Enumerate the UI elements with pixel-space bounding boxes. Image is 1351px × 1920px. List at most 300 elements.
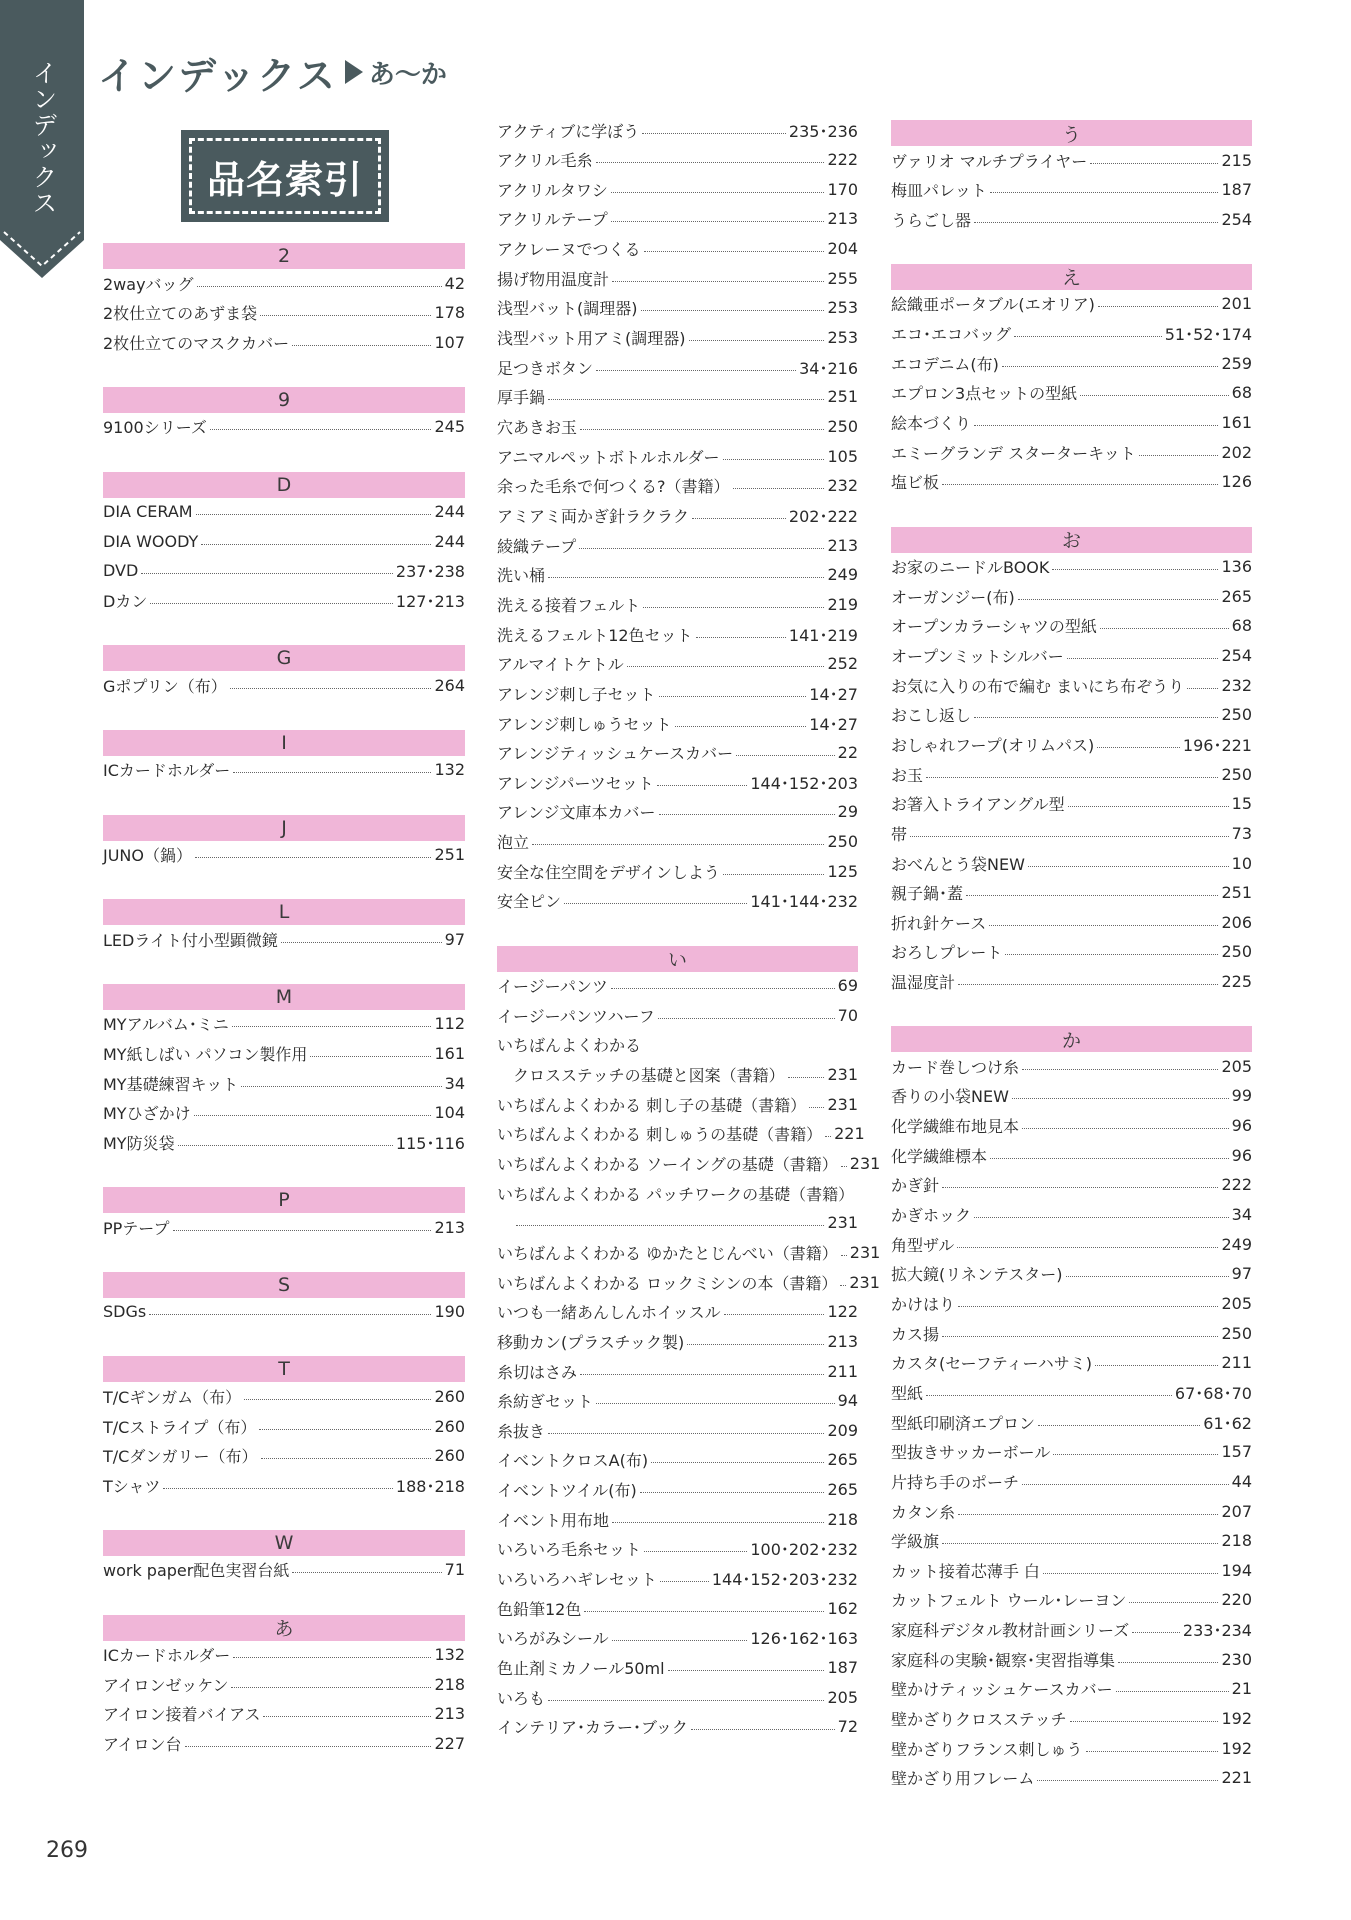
index-entry [103,840,465,870]
dot-leader [292,345,431,346]
entry-name: エコデニム(布) [891,354,999,374]
index-entry [891,1437,1252,1467]
dot-leader [1038,1425,1200,1426]
entry-name: アミアミ両かぎ針ラクラク [497,506,690,526]
entry-name: おしゃれフープ(オリムパス) [891,735,1095,755]
index-entry [891,967,1252,997]
entry-page: 213 [827,209,858,229]
entry-name: おこし返し [891,706,972,726]
dot-leader [195,857,431,858]
index-entry [497,1653,858,1683]
entry-page: 29 [837,802,858,822]
entry-name: アクリルテープ [497,210,608,230]
dot-leader [579,548,824,549]
entry-page: 100･202･232 [750,1540,858,1560]
entry-name: T/Cストライプ（布） [103,1417,257,1437]
dot-leader [1052,569,1218,570]
section-header: J [103,815,465,841]
entry-page: 220 [1221,1590,1252,1610]
index-entry [497,1712,858,1742]
section-header: か [891,1026,1252,1052]
entry-page: 94 [837,1391,858,1411]
index-entry [497,1297,858,1327]
entry-page: 219 [827,594,858,614]
entry-name: 余った毛糸で何つくる?（書籍） [497,477,730,497]
dot-leader [659,696,807,697]
dot-leader [173,1230,432,1231]
entry-name: イージーパンツハーフ [497,1006,655,1026]
dot-leader [689,340,825,341]
entry-name: MY基礎練習キット [103,1074,239,1094]
index-entry [497,856,858,886]
dot-leader [942,1543,1218,1544]
entry-page: 72 [837,1717,858,1737]
index-entry [497,1386,858,1416]
entry-page: 144･152･203 [750,773,858,793]
entry-page: 227 [434,1734,465,1754]
index-entry [497,263,858,293]
entry-page: 249 [1221,1234,1252,1254]
index-entry [891,1555,1252,1585]
entry-name: いちばんよくわかる ソーイングの基礎（書籍） [497,1154,838,1174]
section-header: G [103,645,465,671]
index-entry [497,1000,858,1030]
entry-name: PPテープ [103,1218,170,1238]
entry-page: 250 [1221,942,1252,962]
index-entry [497,323,858,353]
entry-page: 105 [827,446,858,466]
index-entry [497,619,858,649]
dot-leader [1080,395,1228,396]
index-entry [497,352,858,382]
entry-name: 型紙 [891,1383,924,1403]
dot-leader [532,844,824,845]
index-entry [891,670,1252,700]
entry-name: JUNO（鍋） [103,846,192,865]
entry-page: 250 [1221,705,1252,725]
index-entry [103,1297,465,1327]
entry-name: 糸切はさみ [497,1362,578,1382]
entry-page: 99 [1231,1086,1252,1106]
entry-name: いちばんよくわかる ロックミシンの本（書籍） [497,1273,838,1293]
entry-name: いちばんよくわかる 刺しゅうの基礎（書籍） [497,1125,823,1145]
entry-name: イベントクロスA(布) [497,1451,649,1471]
entry-page: 251 [1221,883,1252,903]
dot-leader [1118,1662,1218,1663]
entry-page: 222 [827,150,858,170]
entry-page: 69 [837,976,858,996]
dot-leader [957,1247,1218,1248]
section-header: い [497,946,858,972]
entry-page: 67･68･70 [1174,1383,1252,1403]
entry-name: Dカン [103,592,148,612]
index-entry [891,408,1252,438]
entry-page: 222 [1221,1175,1252,1195]
entry-name: かぎ針 [891,1176,940,1196]
dot-leader [1100,628,1229,629]
entry-name: 型抜きサッカーボール [891,1443,1051,1463]
entry-name: 9100シリーズ [103,418,207,438]
index-entry [497,1504,858,1534]
dot-leader [1043,1573,1219,1574]
index-entry [497,500,858,530]
index-entry [103,586,465,616]
entry-page: 190 [434,1302,465,1322]
entry-name: アニマルペットボトルホルダー [497,447,720,467]
entry-name: アルマイトケトル [497,655,624,675]
entry-name: 片持ち手のポーチ [891,1472,1020,1492]
dot-leader [942,1187,1218,1188]
entry-page: 213 [434,1217,465,1237]
index-entry [891,611,1252,641]
entry-page: 97 [444,929,465,949]
entry-page: 231 [849,1272,880,1292]
dot-leader [840,1285,846,1286]
entry-name: お家のニードルBOOK [891,558,1050,577]
index-entry [103,298,465,328]
entry-page: 61･62 [1203,1413,1252,1433]
index-entry [497,1415,858,1445]
index-entry [497,471,858,501]
entry-page: 231 [849,1153,881,1173]
index-entry [103,327,465,357]
entry-page: 188･218 [395,1476,465,1496]
dot-leader [1018,599,1219,600]
dot-leader [281,942,442,943]
dot-leader [596,1403,835,1404]
entry-name: 化学繊維標本 [891,1146,988,1166]
entry-page: 202 [1221,442,1252,462]
section-header: M [103,984,465,1010]
index-entry [497,649,858,679]
entry-name: 泡立 [497,833,530,853]
entry-page: 22 [837,743,858,763]
dot-leader [989,925,1218,926]
entry-page: 213 [827,1331,858,1351]
index-entry [891,1288,1252,1318]
dot-leader [966,895,1218,896]
entry-page: 265 [827,1450,858,1470]
dot-leader [1012,1098,1229,1099]
entry-page: 265 [1221,586,1252,606]
dot-leader [241,1086,441,1087]
entry-page: 249 [827,565,858,585]
section-header: W [103,1530,465,1556]
dot-leader [841,1255,847,1256]
index-entry [103,1441,465,1471]
dot-leader [178,1145,393,1146]
page-number: 269 [46,1838,88,1863]
index-entry [891,1466,1252,1496]
entry-name: アクレーヌでつくる [497,240,641,260]
index-entry [891,1081,1252,1111]
entry-name: 色鉛筆12色 [497,1599,582,1619]
index-entry [497,1593,858,1623]
dot-leader [1022,1069,1218,1070]
dot-leader [990,192,1219,193]
section-header: T [103,1356,465,1382]
index-entry [891,1170,1252,1200]
dot-leader [1139,455,1219,456]
entry-name: カットフェルト ウール･レーヨン [891,1591,1127,1611]
dot-leader [233,772,431,773]
dot-leader [612,1522,824,1523]
entry-name: ヴァリオ マルチプライヤー [891,151,1088,171]
entry-name: エミーグランデ スターターキット [891,443,1136,463]
entry-page: 15 [1231,794,1252,814]
index-entry [891,204,1252,234]
entry-name: いちばんよくわかる パッチワークの基礎（書籍） [497,1184,855,1204]
index-entry [497,1623,858,1653]
dot-leader [926,1395,1172,1396]
entry-page: 70 [837,1005,858,1025]
entry-page: 14･27 [809,684,858,704]
index-entry [103,497,465,527]
entry-name: MYひざかけ [103,1104,191,1124]
entry-name: DIA WOODY [103,531,199,551]
entry-name: イージーパンツ [497,977,608,997]
entry-page: 194 [1221,1560,1252,1580]
index-entry [497,738,858,768]
entry-name: 2枚仕立てのあずま袋 [103,304,258,324]
index-entry [891,1644,1252,1674]
dot-leader [584,1611,824,1612]
dot-leader [1022,1128,1229,1129]
dot-leader [232,1026,432,1027]
entry-name: カスタ(セーフティーハサミ) [891,1354,1092,1374]
index-entry [103,1127,465,1157]
index-entry [103,1470,465,1500]
entry-page: 14･27 [809,714,858,734]
index-entry [103,556,465,586]
entry-page: 218 [434,1674,465,1694]
index-entry [891,581,1252,611]
index-entry [891,907,1252,937]
index-entry [497,1326,858,1356]
dot-leader [1067,658,1219,659]
entry-page: 161 [1221,413,1252,433]
entry-name: 2枚仕立てのマスクカバー [103,333,290,353]
entry-page: 260 [434,1386,465,1406]
index-entry [891,1733,1252,1763]
dot-leader [1022,1484,1229,1485]
entry-page: 73 [1231,823,1252,843]
entry-page: 205 [827,1687,858,1707]
entry-page: 201 [1221,294,1252,314]
entry-name: 浅型バット(調理器) [497,299,638,319]
dot-leader [1097,747,1180,748]
section-header: 2 [103,243,465,269]
page-title [98,46,447,98]
entry-name: 拡大鏡(リネンテスター) [891,1265,1063,1285]
page-title-main: インデックス [98,53,337,98]
dot-leader [958,984,1218,985]
dot-leader [163,1488,392,1489]
entry-page: 211 [827,1361,858,1381]
dot-leader [724,1314,825,1315]
index-entry [891,437,1252,467]
entry-name: いろも [497,1688,546,1708]
dot-leader [958,1306,1218,1307]
index-entry [103,1009,465,1039]
index-entry [891,1674,1252,1704]
entry-page: 144･152･203･232 [711,1570,858,1590]
index-entry [497,1178,858,1208]
dot-leader [580,1374,824,1375]
entry-page: 213 [827,535,858,555]
entry-page: 34･216 [799,358,858,378]
entry-name: 洗い桶 [497,566,546,586]
dot-leader [942,484,1218,485]
entry-page: 250 [827,832,858,852]
entry-name: エプロン3点セットの型紙 [891,384,1078,404]
entry-page: 178 [434,303,465,323]
entry-page: 132 [434,760,465,780]
index-entry [891,319,1252,349]
entry-name: DIA CERAM [103,502,193,522]
dot-leader [691,1729,835,1730]
dot-leader [1002,366,1219,367]
index-badge-label: 品名索引 [189,138,381,214]
dot-leader [201,544,431,545]
entry-name: かぎホック [891,1206,972,1225]
index-entry [497,1475,858,1505]
entry-name: アイロン接着バイアス [103,1705,261,1725]
index-entry [103,1212,465,1242]
entry-name: 洗えるフェルト12色セット [497,625,693,645]
entry-page: 141･144･232 [750,892,858,912]
entry-page: 245 [434,417,465,437]
index-entry [891,818,1252,848]
entry-page: 231 [827,1094,858,1114]
index-entry [103,1098,465,1128]
index-entry [497,1267,880,1297]
entry-name: Gポプリン（布） [103,676,227,696]
dot-leader [596,162,825,163]
dot-leader [194,1115,432,1116]
entry-page: 122 [827,1302,858,1322]
entry-name: 型紙印刷済エプロン [891,1413,1036,1433]
dot-leader [259,1429,431,1430]
page-title-sub: あ〜か [368,59,447,90]
dot-leader [627,666,825,667]
dot-leader [261,1458,432,1459]
dot-leader [640,1492,825,1493]
dot-leader [150,603,393,604]
entry-page: 231 [849,1242,881,1262]
index-entry [497,204,858,234]
entry-name: 洗える接着フェルト [497,595,641,615]
entry-page: 244 [434,531,465,551]
entry-name: カス揚 [891,1324,940,1344]
entry-name: アレンジ文庫本カバー [497,803,656,823]
entry-page: 104 [434,1103,465,1123]
index-entry [891,348,1252,378]
index-entry [891,1140,1252,1170]
index-entry [891,467,1252,497]
entry-page: 254 [1221,645,1252,665]
index-entry [891,789,1252,819]
index-entry [497,115,858,145]
section-header: I [103,730,465,756]
dot-leader [611,192,825,193]
dot-leader [233,1657,431,1658]
entry-name: アレンジティッシュケースカバー [497,744,734,764]
entry-name: 壁かざりフランス刺しゅう [891,1739,1083,1759]
entry-page: 42 [444,273,465,293]
index-entry [497,412,858,442]
entry-page: 10 [1231,853,1252,873]
entry-page: 235･236 [788,121,858,141]
entry-name: アクティブに学ぼう [497,121,640,141]
entry-page: 132 [434,1645,465,1665]
entry-page: 230 [1221,1649,1252,1669]
entry-name: いろがみシール [497,1629,609,1649]
entry-page: 126･162･163 [750,1629,858,1649]
dot-leader [141,573,393,574]
entry-page: 207 [1221,1501,1252,1521]
entry-page: 253 [827,298,858,318]
entry-page: 202･222 [788,506,858,526]
entry-name: 穴あきお玉 [497,418,578,437]
dot-leader [197,286,442,287]
entry-page: 126 [1221,472,1252,492]
dot-leader [659,814,835,815]
entry-page: 162 [827,1598,858,1618]
entry-page: 206 [1221,912,1252,932]
entry-name: 塩ビ板 [891,473,940,493]
index-entry [103,1068,465,1098]
entry-name: 親子鍋･蓋 [891,884,964,904]
entry-name: 2wayバッグ [103,274,194,294]
entry-name: いろいろハギレセット [497,1570,657,1590]
triangle-arrow-icon [345,60,363,84]
index-entry [103,670,465,700]
index-entry [497,1060,858,1090]
entry-name: ICカードホルダー [103,761,231,781]
entry-name: 糸紡ぎセット [497,1392,594,1412]
index-entry [497,1119,865,1149]
dot-leader [1068,806,1229,807]
entry-name: かけはり [891,1294,956,1314]
entry-page: 213 [434,1704,465,1724]
entry-page: 68 [1231,383,1252,403]
dot-leader [231,1687,431,1688]
entry-name: アイロンゼッケン [103,1675,229,1695]
entry-name: 梅皿パレット [891,181,987,201]
section-header: 9 [103,387,465,413]
entry-name: アクリルタワシ [497,180,608,200]
index-entry [103,1555,465,1585]
index-entry [891,1051,1252,1081]
index-entry [891,1615,1252,1645]
entry-name: カード巻しつけ糸 [891,1057,1020,1077]
index-entry [497,708,858,738]
entry-page: 170 [827,179,858,199]
dot-leader [641,310,825,311]
entry-page: 260 [434,1446,465,1466]
dot-leader [611,221,825,222]
index-entry [103,1038,465,1068]
dot-leader [974,717,1218,718]
index-entry [497,1208,858,1238]
entry-page: 218 [1221,1531,1252,1551]
index-entry [497,678,858,708]
dot-leader [1053,1454,1218,1455]
index-entry [497,1148,881,1178]
entry-name: 揚げ物用温度計 [497,269,610,289]
entry-page: 97 [1231,1264,1252,1284]
